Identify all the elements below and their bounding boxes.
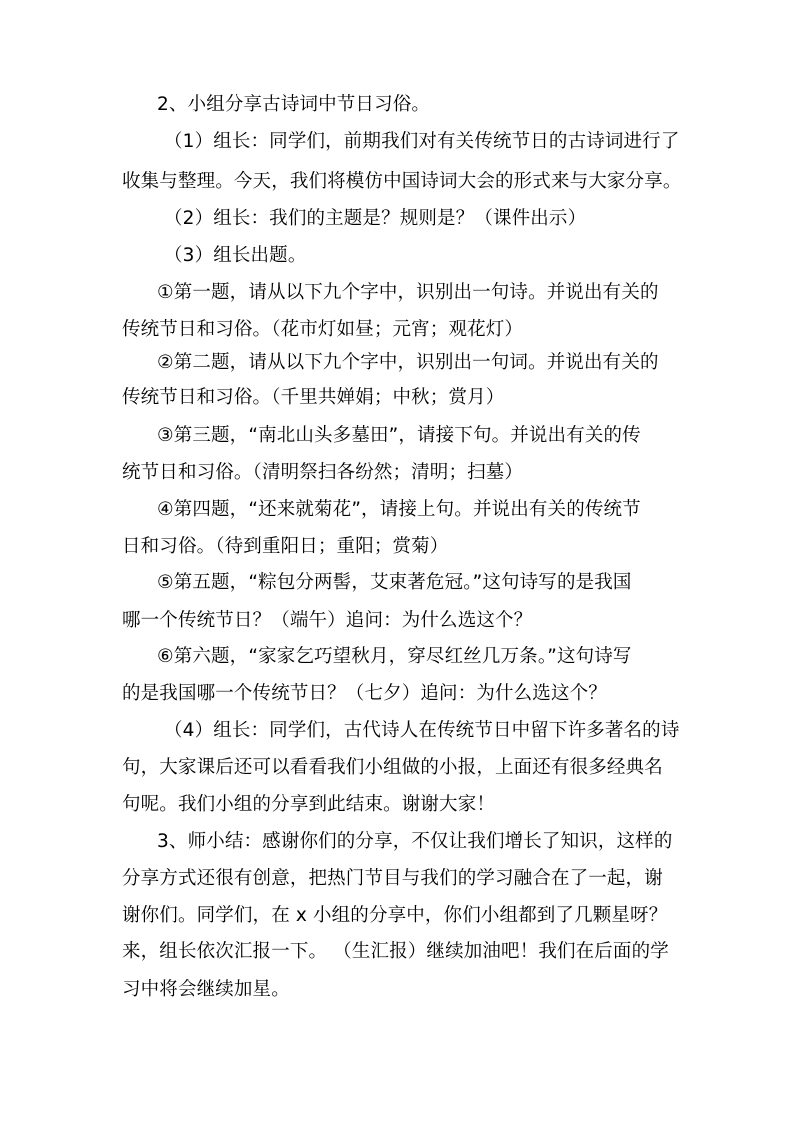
text-line: 传统节日和习俗。（花市灯如昼；元宵；观花灯）	[122, 319, 524, 340]
text-line: ⑤第五题，“粽包分两髻，艾束著危冠。”这句诗写的是我国	[157, 572, 632, 593]
text-line: ②第二题，请从以下九个字中，识别出一句词。并说出有关的	[157, 352, 659, 373]
text-line: 传统节日和习俗。（千里共婵娟；中秋；赏月）	[122, 387, 505, 408]
text-line: ①第一题，请从以下九个字中，识别出一句诗。并说出有关的	[157, 282, 659, 303]
text-line: 哪一个传统节日？（端午）追问：为什么选这个？	[122, 610, 533, 631]
text-line: 统节日和习俗。（清明祭扫各纷然；清明；扫墓）	[122, 462, 524, 483]
text-line: ⑥第六题，“家家乞巧望秋月，穿尽红丝几万条。”这句诗写	[157, 646, 632, 667]
text-line: 收集与整理。今天，我们将模仿中国诗词大会的形式来与大家分享。	[122, 171, 682, 192]
text-line: 日和习俗。（待到重阳日；重阳；赏菊）	[122, 536, 449, 557]
text-line: （2）组长：我们的主题是？规则是？（课件出示）	[164, 208, 587, 229]
text-line: 来，组长依次汇报一下。 （生汇报）继续加油吧！我们在后面的学	[122, 941, 669, 962]
text-line: 2、小组分享古诗词中节日习俗。	[157, 94, 431, 115]
text-line: 谢你们。同学们，在 x 小组的分享中，你们小组都到了几颗星呀？	[122, 905, 668, 926]
text-line: ④第四题，“还来就菊花”，请接上句。并说出有关的传统节	[157, 499, 641, 520]
text-line: （1）组长：同学们，前期我们对有关传统节日的古诗词进行了	[164, 131, 680, 152]
text-line: 句，大家课后还可以看看我们小组做的小报，上面还有很多经典名	[122, 757, 663, 778]
text-line: 句呢。我们小组的分享到此结束。谢谢大家！	[122, 794, 496, 815]
text-line: （4）组长：同学们，古代诗人在传统节日中留下许多著名的诗	[164, 720, 680, 741]
text-line: 的是我国哪一个传统节日？（七夕）追问：为什么选这个？	[122, 683, 607, 704]
text-line: （3）组长出题。	[164, 245, 307, 266]
text-line: 分享方式还很有创意，把热门节目与我们的学习融合在了一起，谢	[122, 868, 663, 889]
text-line: ③第三题，“南北山头多墓田”，请接下句。并说出有关的传	[157, 425, 641, 446]
text-line: 习中将会继续加星。	[122, 979, 290, 1000]
text-line: 3、师小结：感谢你们的分享，不仅让我们增长了知识，这样的	[157, 831, 673, 852]
